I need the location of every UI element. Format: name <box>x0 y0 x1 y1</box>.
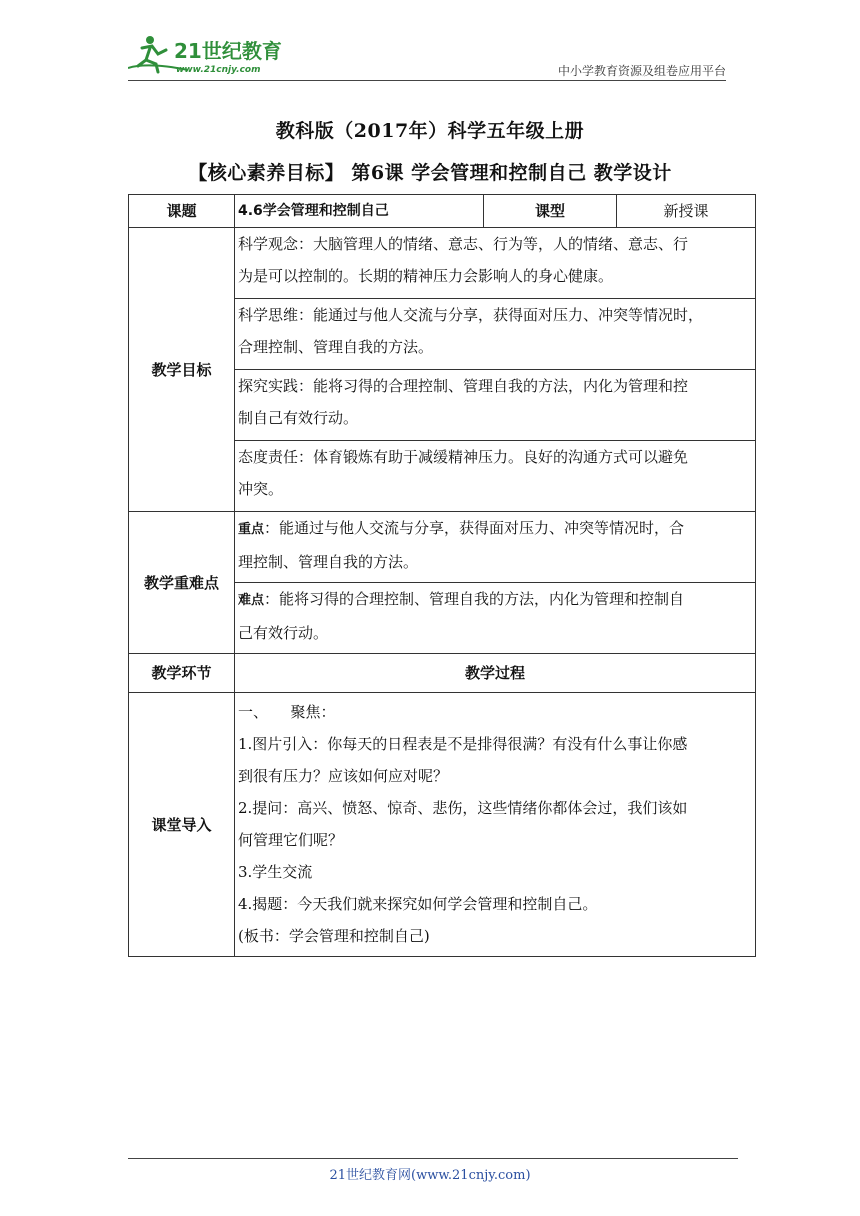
table-row-intro <box>129 693 756 957</box>
keypoint-item: 重点：能通过与他人交流与分享，获得面对压力、冲突等情况时，合 理控制、管理自我的方法。 <box>235 512 756 583</box>
topic-value: 4.6学会管理和控制自己 <box>235 195 484 228</box>
key-tag: 重点 <box>238 522 265 537</box>
table-row-goal-1 <box>129 228 756 299</box>
goal-item: 探究实践：能将习得的合理控制、管理自我的方法，内化为管理和控 制自己有效行动。 <box>235 370 756 441</box>
document-title: 教科版（2017年）科学五年级上册 <box>275 120 585 142</box>
table-row-section-header <box>129 654 756 693</box>
lesson-plan-table <box>128 194 756 957</box>
document-subtitle: 【核心素养目标】 第6课 学会管理和控制自己 教学设计 <box>188 162 672 184</box>
type-value: 新授课 <box>617 195 756 228</box>
svg-text:www.21cnjy.com: www.21cnjy.com <box>176 65 261 75</box>
difficulty-item: 难点：能将习得的合理控制、管理自我的方法，内化为管理和控制自 己有效行动。 <box>235 583 756 654</box>
label-stage: 教学环节 <box>129 654 235 693</box>
label-type: 课型 <box>484 195 617 228</box>
label-process: 教学过程 <box>235 654 756 693</box>
header-divider <box>128 80 726 81</box>
footer-divider <box>128 1158 738 1159</box>
intro-content: 一、 聚焦： 1.图片引入：你每天的日程表是不是排得很满？有没有什么事让你感 到很有压力？应该如何应对呢？ 2.提问：高兴、愤怒、惊奇、悲伤，这些情绪你都体会过，我们该如 何管理它们呢？ 3.学生交流 4.揭题：今天我们就来探究如何学会管理和控制自己。 (板书：学会管理和控制自己) <box>235 693 756 957</box>
footer-text: 21世纪教育网(www.21cnjy.com) <box>329 1168 531 1183</box>
difficulty-tag: 难点 <box>238 593 265 608</box>
logo-21cnjy <box>128 32 298 76</box>
table-row-topic <box>129 195 756 228</box>
goal-item: 科学观念：大脑管理人的情绪、意志、行为等，人的情绪、意志、行 为是可以控制的。长期的精神压力会影响人的身心健康。 <box>235 228 756 299</box>
label-keypoints: 教学重难点 <box>129 512 235 654</box>
goal-item: 科学思维：能通过与他人交流与分享，获得面对压力、冲突等情况时， 合理控制、管理自我的方法。 <box>235 299 756 370</box>
label-intro: 课堂导入 <box>129 693 235 957</box>
label-goals: 教学目标 <box>129 228 235 512</box>
table-row-keypoint <box>129 512 756 583</box>
page-header <box>128 32 726 80</box>
label-topic: 课题 <box>129 195 235 228</box>
svg-text:21世纪教育: 21世纪教育 <box>174 39 282 63</box>
header-platform-text: 中小学教育资源及组卷应用平台 <box>557 64 726 78</box>
goal-item: 态度责任：体育锻炼有助于减缓精神压力。良好的沟通方式可以避免 冲突。 <box>235 441 756 512</box>
